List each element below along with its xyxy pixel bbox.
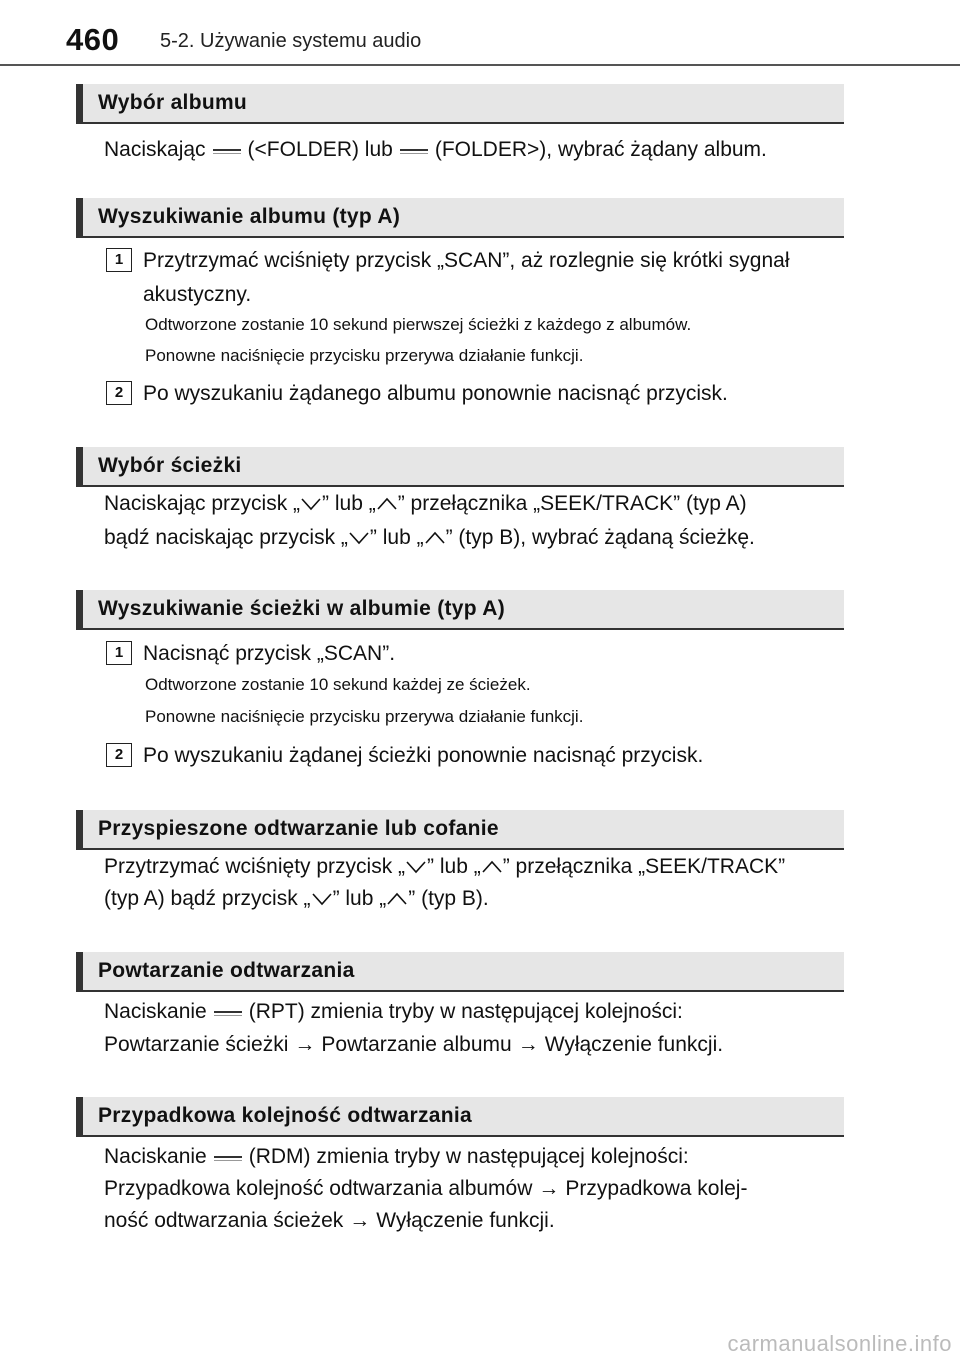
text: Powtarzanie ścieżki bbox=[104, 1033, 289, 1056]
heading-bar bbox=[76, 1097, 83, 1137]
paragraph-line bbox=[104, 521, 848, 555]
text: ” przełącznika „SEEK/TRACK” (typ A) bbox=[397, 492, 747, 515]
section-title: Przypadkowa kolejność odtwarzania bbox=[98, 1104, 473, 1127]
text: ” lub „ bbox=[427, 855, 481, 878]
text: (typ A) bądź przycisk „ bbox=[104, 887, 311, 910]
paragraph-line bbox=[104, 850, 848, 884]
step-text: Przytrzymać wciśnięty przycisk „SCAN”, aż rozlegnie się krótki sygnał akustyczny. bbox=[143, 249, 790, 306]
section-heading-album-scan bbox=[76, 198, 844, 238]
paragraph-line bbox=[104, 882, 848, 916]
header-rule bbox=[0, 64, 960, 66]
paragraph-line bbox=[104, 1028, 848, 1062]
text: ” (typ B). bbox=[408, 887, 489, 910]
chevron-down-icon bbox=[311, 891, 333, 907]
text: Naciskając bbox=[104, 138, 206, 161]
step-text: Po wyszukaniu żądanej ścieżki ponownie nacisnąć przycisk. bbox=[143, 744, 704, 767]
step-text: Po wyszukaniu żądanego albumu ponownie nacisnąć przycisk. bbox=[143, 382, 728, 405]
text: Naciskając przycisk „ bbox=[104, 492, 301, 515]
text: (<FOLDER) lub bbox=[247, 138, 393, 161]
text: Wyłączenie funkcji. bbox=[376, 1209, 555, 1232]
text: (RPT) zmienia tryby w następującej kolejności: bbox=[248, 1000, 683, 1023]
arrow-right-icon: → bbox=[538, 1177, 560, 1200]
arrow-right-icon: → bbox=[517, 1033, 539, 1056]
text: ” (typ B), wybrać żądaną ścieżkę. bbox=[445, 526, 755, 549]
text: Wyłączenie funkcji. bbox=[544, 1033, 724, 1056]
text: ” przełącznika „SEEK/TRACK” bbox=[502, 855, 786, 878]
step-number: 1 bbox=[106, 641, 132, 665]
chevron-up-icon bbox=[481, 859, 503, 875]
section-title: Powtarzanie odtwarzania bbox=[98, 959, 355, 982]
text: ” lub „ bbox=[369, 526, 424, 549]
chevron-down-icon bbox=[348, 530, 370, 546]
step-number: 2 bbox=[106, 381, 132, 405]
chevron-up-icon bbox=[376, 496, 398, 512]
page-number: 460 bbox=[66, 22, 120, 57]
watermark: carmanualsonline.info bbox=[727, 1331, 952, 1356]
section-title: Wyszukiwanie ścieżki w albumie (typ A) bbox=[98, 597, 506, 620]
folder-back-button-icon bbox=[210, 141, 244, 159]
section-title: Wybór ścieżki bbox=[98, 454, 242, 477]
paragraph bbox=[104, 133, 848, 167]
section-heading-album-select bbox=[76, 84, 844, 124]
text: ” lub „ bbox=[332, 887, 387, 910]
note-text: Ponowne naciśnięcie przycisku przerywa działanie funkcji. bbox=[145, 707, 584, 726]
section-title: Przyspieszone odtwarzanie lub cofanie bbox=[98, 817, 499, 840]
section-heading-fast-forward-rewind bbox=[76, 810, 844, 850]
paragraph-line bbox=[104, 1172, 848, 1206]
chevron-down-icon bbox=[405, 859, 427, 875]
section-heading-track-select bbox=[76, 447, 844, 487]
rdm-button-icon bbox=[211, 1148, 245, 1166]
heading-bar bbox=[76, 952, 83, 992]
chevron-up-icon bbox=[424, 530, 446, 546]
page-header bbox=[0, 0, 960, 66]
paragraph-line bbox=[104, 487, 848, 521]
note-text: Odtworzone zostanie 10 sekund każdej ze ścieżek. bbox=[145, 675, 531, 694]
arrow-right-icon: → bbox=[294, 1033, 316, 1056]
note-text: Ponowne naciśnięcie przycisku przerywa działanie funkcji. bbox=[145, 346, 584, 365]
heading-bar bbox=[76, 84, 83, 124]
note-text: Odtworzone zostanie 10 sekund pierwszej ścieżki z każdego z albumów. bbox=[145, 315, 692, 334]
text: (FOLDER>), wybrać żądany album. bbox=[434, 138, 767, 161]
section-title: Wyszukiwanie albumu (typ A) bbox=[98, 205, 401, 228]
section-heading-track-scan bbox=[76, 590, 844, 630]
text: ” lub „ bbox=[322, 492, 376, 515]
text: Powtarzanie albumu bbox=[321, 1033, 512, 1056]
text: Naciskanie bbox=[104, 1000, 207, 1023]
paragraph-line bbox=[104, 995, 848, 1029]
chapter-title: 5-2. Używanie systemu audio bbox=[160, 30, 422, 52]
section-heading-repeat bbox=[76, 952, 844, 992]
section-heading-random bbox=[76, 1097, 844, 1137]
text: Naciskanie bbox=[104, 1145, 207, 1168]
text: Przypadkowa kolejność odtwarzania albumów bbox=[104, 1177, 533, 1200]
heading-bar bbox=[76, 590, 83, 630]
paragraph-line bbox=[104, 1204, 848, 1238]
step-number: 2 bbox=[106, 743, 132, 767]
folder-forward-button-icon bbox=[397, 141, 431, 159]
text: (RDM) zmienia tryby w następującej kolejności: bbox=[248, 1145, 689, 1168]
text: Przytrzymać wciśnięty przycisk „ bbox=[104, 855, 406, 878]
heading-bar bbox=[76, 198, 83, 238]
text: Przypadkowa kolej- bbox=[565, 1177, 748, 1200]
step-number: 1 bbox=[106, 248, 132, 272]
heading-bar bbox=[76, 810, 83, 850]
text: ność odtwarzania ścieżek bbox=[104, 1209, 344, 1232]
chevron-up-icon bbox=[386, 891, 408, 907]
arrow-right-icon: → bbox=[349, 1209, 371, 1232]
chevron-down-icon bbox=[300, 496, 322, 512]
step-text: Nacisnąć przycisk „SCAN”. bbox=[143, 642, 396, 665]
text: bądź naciskając przycisk „ bbox=[104, 526, 348, 549]
rpt-button-icon bbox=[211, 1003, 245, 1021]
section-title: Wybór albumu bbox=[98, 91, 248, 114]
heading-bar bbox=[76, 447, 83, 487]
paragraph-line bbox=[104, 1140, 848, 1174]
